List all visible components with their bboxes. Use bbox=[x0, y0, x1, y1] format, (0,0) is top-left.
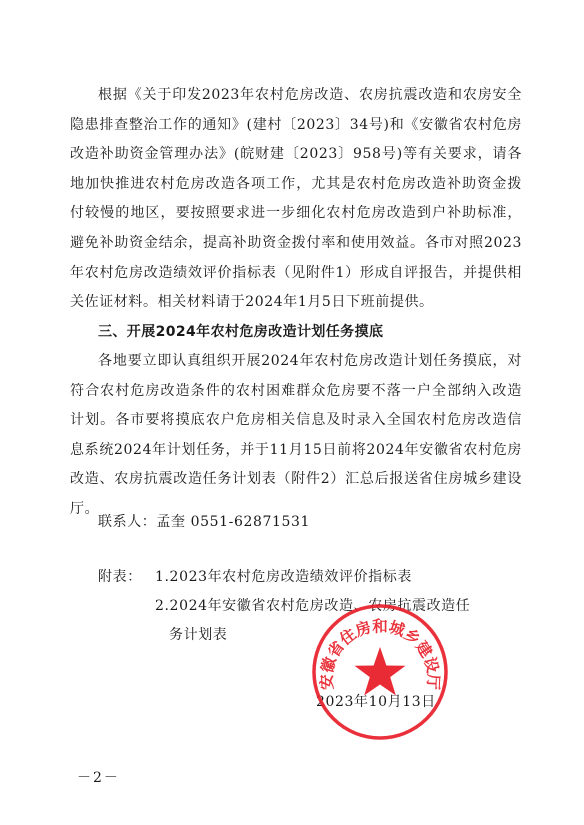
seal-text: 安徽省住房和城乡建设厅 bbox=[317, 617, 443, 691]
attachment-label: 附表： bbox=[98, 569, 142, 585]
page-number: －2－ bbox=[77, 770, 120, 786]
attachment-item-2-line-1: 2.2024年安徽省农村危房改造、农房抗震改造任 bbox=[155, 598, 471, 614]
star-icon bbox=[355, 647, 406, 695]
paragraph-notice-basis: 根据《关于印发2023年农村危房改造、农房抗震改造和农房安全隐患排查整治工作的通知》(建村〔2023〕34号)和《安徽省农村危房改造补助资金管理办法》(皖财建〔2023〕958号)等有关要求，请各地加快推进农村危房改造各项工作，尤其是农村危房改造补助资金拨付较慢的地区，要按照要求进一步细化农村危房改造到户补助标准，避免补助资金结余，提高补助资金拨付率和使用效益。各市对照2023年农村危房改造绩效评价指标表（见附件1）形成自评报告，并提供相关佐证材料。相关材料请于2024年1月5日下班前提供。 bbox=[70, 87, 522, 311]
official-seal-stamp bbox=[309, 601, 451, 743]
section-heading-3: 三、开展2024年农村危房改造计划任务摸底 bbox=[98, 324, 384, 340]
paragraph-survey-task: 各地要立即认真组织开展2024年农村危房改造计划任务摸底，对符合农村危房改造条件的农村困难群众危房要不落一户全部纳入改造计划。各市要将摸底农户危房相关信息及时录入全国农村危房改造信息系统2024年计划任务，并于11月15日前将2024年安徽省农村危房改造、农房抗震改造任务计划表（附件2）汇总后报送省住房城乡建设厅。 bbox=[70, 353, 522, 517]
attachment-item-2-line-2: 务计划表 bbox=[169, 627, 228, 643]
attachment-item-1: 1.2023年农村危房改造绩效评价指标表 bbox=[155, 569, 412, 585]
contact-line: 联系人：孟奎 0551-62871531 bbox=[98, 514, 311, 530]
issue-date: 2023年10月13日 bbox=[316, 694, 436, 710]
official-seal bbox=[309, 601, 451, 743]
